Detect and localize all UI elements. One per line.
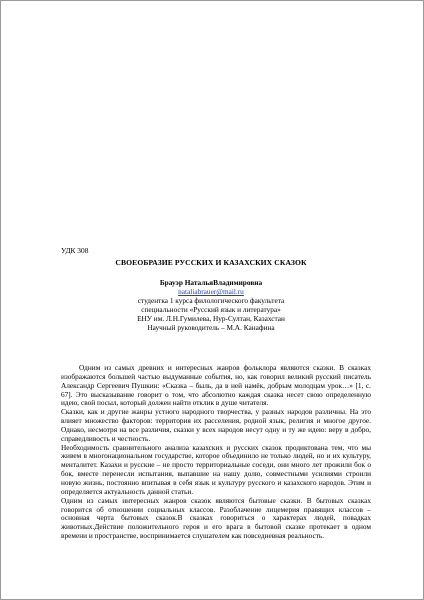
body-paragraph: Одним из самых древних и интересных жанров фольклора являются сказки. В сказках изображаются большей частью выдуманные события, но, как говорил великий русский писатель Александр Сергеевич Пушкин: «Сказка – быль, да в ней намёк, добрым молодцам урок…» [1, с. 67]. Это высказывание говорит о том, что абсолютно каждая сказка несет свою определенную идею, свой посыл, который должен найти отклик в душе читателя. (61, 363, 371, 408)
body-paragraph: Сказки, как и другие жанры устного народного творчества, у разных народов различны. На это влияет множество факторов: территория их расселения, родной язык, религия и многое другое. Однако, несмотря на все различия, сказки у всех народов несут одну и ту же идею: веру в добро, справедливость и честность. (61, 407, 371, 443)
author-email-link[interactable]: nataliabrauer@mail.ru (178, 286, 244, 296)
author-block (61, 279, 361, 332)
udk-code: УДК 308 (61, 246, 89, 255)
article-title: СВОЕОБРАЗИЕ РУССКИХ И КАЗАХСКИХ СКАЗОК (115, 258, 307, 267)
article-body (61, 364, 371, 541)
supervisor-line: Научный руководитель – М.А. Канафина (147, 322, 275, 332)
body-paragraph: Необходимость сравнительного анализа казахских и русских сказок продиктована тем, что мы живем в многонациональном государстве, которое объединило не только людей, но и их культуру, менталитет. Казахи и русские – не просто территориальные соседи, они много лет прожили бок о бок, вместе перенесли испытания, выпавшие на нашу долю, совместными усилиями строили новую жизнь, постоянно впитывая в себя язык и культуру русского и казахского народов. Этим и определяется актуальность данной статьи. (61, 442, 371, 496)
author-name: Брауэр НатальяВладимировна (159, 278, 263, 287)
affiliation-line: ЕНУ им. Л.Н.Гумилева, Нур-Султан, Казахстан (137, 313, 285, 323)
body-paragraph: Одним из самых интересных жанров сказок являются бытовые сказки. В бытовых сказках говорится об отношении социальных классов. Разоблачение лицемерия правящих классов – основная черта бытовых сказок.В сказках говориться о характерах людей, повадках животных.Действие положительного героя и его врага в бытовой сказке протекает в одном времени и пространстве, воспринимается слушателем как повседневная реальность. (61, 495, 371, 541)
affiliation-line: студентка 1 курса филологического факультета (137, 295, 285, 305)
affiliation-line: специальности «Русский язык и литература» (141, 304, 281, 314)
